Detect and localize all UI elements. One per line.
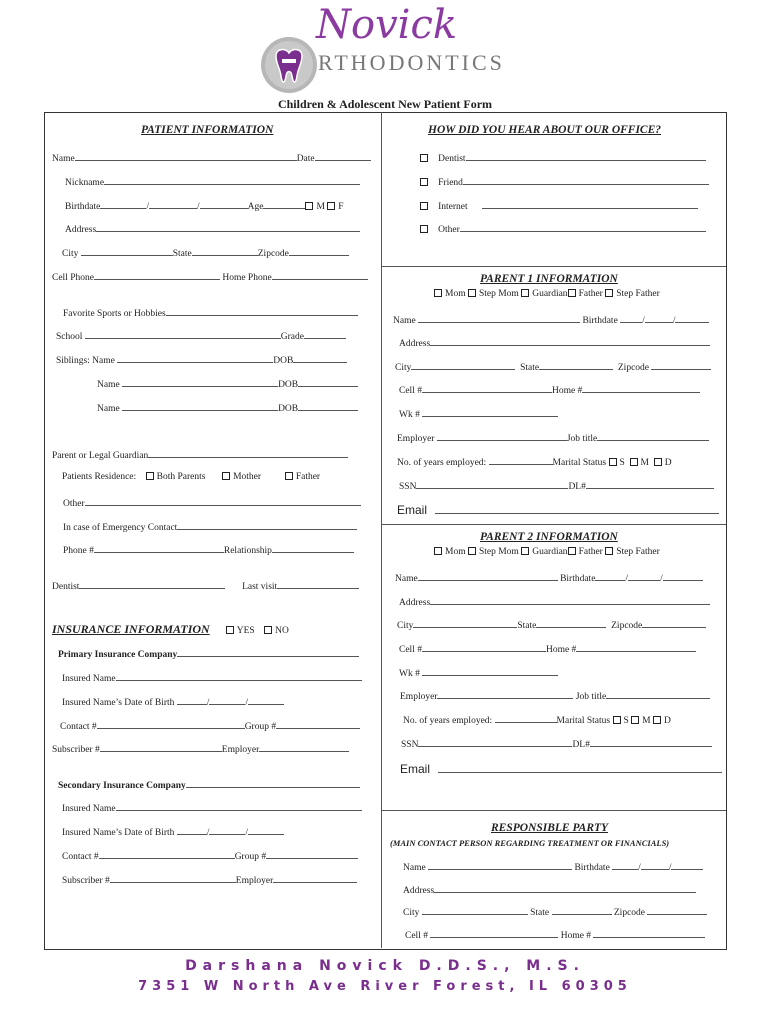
birthdate-label: Birthdate	[582, 316, 618, 326]
both-parents-checkbox[interactable]	[146, 472, 154, 480]
emergency-phone-row[interactable]	[63, 543, 354, 556]
sports-row[interactable]	[63, 306, 358, 319]
sibling-row-2[interactable]	[97, 377, 358, 390]
birthdate-label: Birthdate	[574, 863, 610, 873]
father-label: Father	[578, 289, 603, 299]
logo-caps: RTHODONTICS	[318, 50, 505, 75]
city-row[interactable]	[62, 246, 349, 259]
responsible-city-row[interactable]	[403, 905, 707, 918]
guardian-label: Guardian	[532, 289, 568, 299]
married-label: M	[640, 458, 649, 468]
divider-responsible	[381, 810, 726, 811]
address-label: Address	[399, 598, 431, 608]
married-label: M	[642, 716, 651, 726]
email-label: Email	[397, 503, 428, 517]
step-father-checkbox[interactable]	[605, 289, 613, 297]
grade-label: Grade	[280, 332, 304, 342]
parent1-name-row[interactable]: Name Birthdate / /	[393, 313, 709, 326]
mom-checkbox[interactable]	[434, 289, 442, 297]
employer-label: Employer	[221, 745, 260, 755]
city-label: City	[397, 621, 414, 631]
parent1-heading: PARENT 1 INFORMATION	[480, 273, 618, 285]
female-checkbox[interactable]	[327, 202, 335, 210]
name-label: Name	[393, 316, 416, 326]
sibling-row-1[interactable]	[56, 353, 347, 366]
birthdate-row[interactable]: Birthdate / / Age M F	[65, 199, 344, 212]
parent2-ssn-row[interactable]	[401, 737, 712, 750]
responsible-address-row[interactable]	[403, 883, 696, 896]
subscriber-row-2[interactable]	[62, 873, 357, 886]
hear-friend-checkbox[interactable]	[420, 178, 428, 186]
employer-label: Employer	[397, 434, 435, 444]
parent2-address-row[interactable]	[399, 595, 710, 608]
secondary-insurance-label: Secondary Insurance Company	[58, 781, 186, 791]
hear-internet-checkbox[interactable]	[420, 202, 428, 210]
hear-other-checkbox[interactable]	[420, 225, 428, 233]
insured-dob-label: Insured Name’s Date of Birth	[62, 698, 175, 708]
primary-insurance-label: Primary Insurance Company	[58, 650, 178, 660]
hear-dentist-label: Dentist	[438, 154, 466, 164]
parent2-wk-row[interactable]	[399, 666, 558, 679]
employer-label: Employer	[400, 692, 438, 702]
mother-label: Mother	[233, 472, 262, 482]
cell-phone-label: Cell Phone	[52, 273, 94, 283]
single-checkbox[interactable]	[613, 716, 621, 724]
step-father-label: Step Father	[616, 289, 660, 299]
dl-label: DL#	[572, 740, 590, 750]
zipcode-label: Zipcode	[617, 363, 650, 373]
sports-label: Favorite Sports or Hobbies	[63, 309, 166, 319]
parent1-wk-row[interactable]	[399, 407, 558, 420]
divorced-label: D	[664, 716, 671, 726]
parent2-cell-row[interactable]	[399, 642, 696, 655]
divider-parent2	[381, 524, 726, 525]
both-parents-label: Both Parents	[156, 472, 206, 482]
no-label: NO	[275, 626, 289, 636]
hear-friend-row[interactable]	[420, 175, 709, 188]
subscriber-row[interactable]	[52, 742, 349, 755]
parent1-years-row[interactable]	[397, 455, 672, 468]
sibling-name-label: Name	[97, 380, 120, 390]
wk-label: Wk #	[399, 410, 420, 420]
birthdate-label: Birthdate	[560, 574, 596, 584]
father-label: Father	[578, 547, 603, 557]
home-label: Home #	[560, 931, 592, 941]
marital-label: Marital Status	[556, 716, 611, 726]
footer-doctor: Darshana Novick D.D.S., M.S.	[185, 958, 585, 974]
primary-insurance-row[interactable]	[58, 647, 359, 660]
subscriber-label: Subscriber #	[62, 876, 110, 886]
name-label: Name	[52, 154, 75, 164]
single-label: S	[619, 458, 625, 468]
cell-label: Cell #	[399, 386, 422, 396]
age-label: Age	[247, 202, 264, 212]
sibling-name-label: Name	[97, 404, 120, 414]
hear-dentist-checkbox[interactable]	[420, 154, 428, 162]
secondary-insurance-row[interactable]	[58, 778, 360, 791]
married-checkbox[interactable]	[631, 716, 639, 724]
guardian-checkbox[interactable]	[521, 289, 529, 297]
date-label: Date	[296, 154, 315, 164]
contact-label: Contact #	[62, 852, 99, 862]
birthdate-label: Birthdate	[65, 202, 101, 212]
cell-label: Cell #	[405, 931, 428, 941]
address-label: Address	[65, 225, 97, 235]
job-title-label: Job title	[566, 434, 598, 444]
hear-internet-label: Internet	[438, 202, 468, 212]
step-mom-checkbox[interactable]	[468, 547, 476, 555]
home-label: Home #	[551, 386, 583, 396]
mother-checkbox[interactable]	[222, 472, 230, 480]
emergency-row[interactable]	[63, 520, 357, 533]
single-checkbox[interactable]	[609, 458, 617, 466]
tooth-logo-icon	[260, 36, 318, 94]
single-label: S	[623, 716, 629, 726]
step-mom-label: Step Mom	[478, 547, 519, 557]
father-checkbox[interactable]	[568, 547, 576, 555]
mom-label: Mom	[445, 547, 466, 557]
zipcode-label: Zipcode	[613, 908, 646, 918]
years-label: No. of years employed:	[403, 716, 493, 726]
yes-label: YES	[236, 626, 255, 636]
zipcode-label: Zipcode	[257, 249, 289, 259]
parent2-email-row[interactable]	[400, 760, 722, 778]
guardian-checkbox[interactable]	[521, 547, 529, 555]
female-label: F	[338, 202, 344, 212]
marital-label: Marital Status	[552, 458, 607, 468]
insured-name-label: Insured Name	[62, 804, 116, 814]
column-divider	[381, 112, 382, 948]
ssn-label: SSN	[399, 482, 417, 492]
responsible-heading: RESPONSIBLE PARTY	[491, 822, 609, 834]
guardian-row[interactable]	[52, 448, 348, 461]
step-mom-checkbox[interactable]	[468, 289, 476, 297]
subscriber-label: Subscriber #	[52, 745, 100, 755]
step-father-label: Step Father	[616, 547, 660, 557]
responsible-cell-row[interactable]	[405, 928, 705, 941]
father-checkbox[interactable]	[285, 472, 293, 480]
ssn-label: SSN	[401, 740, 419, 750]
name-label: Name	[395, 574, 418, 584]
wk-label: Wk #	[399, 669, 420, 679]
relationship-label: Relationship	[223, 546, 272, 556]
city-label: City	[62, 249, 79, 259]
hear-dentist-row[interactable]	[420, 151, 706, 164]
male-checkbox[interactable]	[305, 202, 313, 210]
phone-label: Phone #	[63, 546, 94, 556]
insurance-no-checkbox[interactable]	[264, 626, 272, 634]
responsible-name-row[interactable]: Name Birthdate / /	[403, 860, 703, 873]
hear-friend-label: Friend	[438, 178, 463, 188]
hear-internet-row[interactable]	[420, 199, 698, 212]
state-label: State	[530, 908, 550, 918]
nickname-row[interactable]	[65, 175, 360, 188]
years-label: No. of years employed:	[397, 458, 487, 468]
insured-name-label: Insured Name	[62, 674, 116, 684]
job-title-label: Job title	[575, 692, 607, 702]
father-label: Father	[295, 472, 321, 482]
contact-row-2[interactable]	[62, 849, 358, 862]
dob-label: DOB	[273, 356, 294, 366]
group-label: Group #	[244, 722, 277, 732]
state-label: State	[517, 621, 537, 631]
other-row[interactable]	[63, 496, 361, 509]
address-label: Address	[399, 339, 431, 349]
responsible-subheading: (MAIN CONTACT PERSON REGARDING TREATMENT OR FINANCIALS)	[390, 838, 670, 848]
mom-checkbox[interactable]	[434, 547, 442, 555]
school-row[interactable]	[56, 329, 346, 342]
divorced-checkbox[interactable]	[653, 716, 661, 724]
insurance-heading-row	[52, 620, 289, 638]
parent1-employer-row[interactable]	[397, 431, 709, 444]
parent2-city-row[interactable]	[397, 618, 706, 631]
insured-name-row[interactable]	[62, 671, 362, 684]
parent2-heading: PARENT 2 INFORMATION	[480, 531, 618, 543]
siblings-label: Siblings: Name	[56, 356, 115, 366]
page-title: Children & Adolescent New Patient Form	[277, 97, 493, 111]
hear-other-row[interactable]	[420, 222, 706, 235]
name-label: Name	[403, 863, 426, 873]
insured-dob-row[interactable]: Insured Name’s Date of Birth / /	[62, 695, 284, 708]
insured-dob-row-2[interactable]: Insured Name’s Date of Birth / /	[62, 825, 284, 838]
patient-name-row[interactable]	[52, 151, 371, 164]
employer-label: Employer	[235, 876, 274, 886]
insurance-heading: INSURANCE INFORMATION	[52, 622, 210, 636]
school-label: School	[56, 332, 83, 342]
step-father-checkbox[interactable]	[605, 547, 613, 555]
hear-other-label: Other	[438, 225, 460, 235]
group-label: Group #	[234, 852, 267, 862]
parent2-employer-row[interactable]	[400, 689, 710, 702]
logo-script: Novick	[316, 2, 458, 48]
address-row[interactable]	[65, 222, 360, 235]
insured-name-row-2[interactable]	[62, 801, 362, 814]
guardian-label: Parent or Legal Guardian	[52, 451, 149, 461]
parent1-address-row[interactable]	[399, 336, 710, 349]
cell-label: Cell #	[399, 645, 422, 655]
emergency-label: In case of Emergency Contact	[63, 523, 178, 533]
divider-parent1	[381, 266, 726, 267]
parent1-cell-row[interactable]	[399, 383, 700, 396]
parent2-role-row	[434, 547, 660, 557]
dob-label: DOB	[278, 404, 299, 414]
dob-label: DOB	[278, 380, 299, 390]
home-phone-label: Home Phone	[222, 273, 272, 283]
residence-label: Patients Residence:	[62, 472, 137, 482]
city-label: City	[403, 908, 420, 918]
sibling-row-3[interactable]	[97, 401, 358, 414]
married-checkbox[interactable]	[630, 458, 638, 466]
parent2-name-row[interactable]: Name Birthdate / /	[395, 571, 703, 584]
insured-dob-label: Insured Name’s Date of Birth	[62, 828, 175, 838]
mom-label: Mom	[445, 289, 466, 299]
last-visit-label: Last visit	[242, 582, 278, 592]
parent1-ssn-row[interactable]	[399, 479, 714, 492]
divorced-checkbox[interactable]	[654, 458, 662, 466]
dentist-row[interactable]	[52, 579, 359, 592]
phone-row[interactable]	[52, 270, 368, 283]
residence-row	[62, 472, 320, 482]
guardian-label: Guardian	[532, 547, 568, 557]
parent1-role-row	[434, 289, 660, 299]
patient-heading: PATIENT INFORMATION	[141, 124, 274, 136]
contact-label: Contact #	[60, 722, 97, 732]
state-label: State	[520, 363, 540, 373]
father-checkbox[interactable]	[568, 289, 576, 297]
dentist-label: Dentist	[52, 582, 80, 592]
hear-heading: HOW DID YOU HEAR ABOUT OUR OFFICE?	[428, 124, 662, 136]
zipcode-label: Zipcode	[611, 621, 643, 631]
other-label: Other	[63, 499, 85, 509]
state-label: State	[172, 249, 192, 259]
email-label: Email	[400, 762, 431, 776]
parent1-email-row[interactable]	[397, 501, 719, 519]
address-label: Address	[403, 886, 435, 896]
step-mom-label: Step Mom	[478, 289, 519, 299]
home-label: Home #	[545, 645, 577, 655]
divorced-label: D	[664, 458, 672, 468]
parent1-city-row[interactable]	[395, 360, 711, 373]
parent2-years-row[interactable]	[403, 713, 671, 726]
dl-label: DL#	[568, 482, 586, 492]
insurance-yes-checkbox[interactable]	[226, 626, 234, 634]
male-label: M	[316, 202, 325, 212]
nickname-label: Nickname	[65, 178, 105, 188]
footer-address: 7351 W North Ave River Forest, IL 60305	[138, 979, 632, 994]
city-label: City	[395, 363, 412, 373]
contact-row[interactable]	[60, 719, 360, 732]
